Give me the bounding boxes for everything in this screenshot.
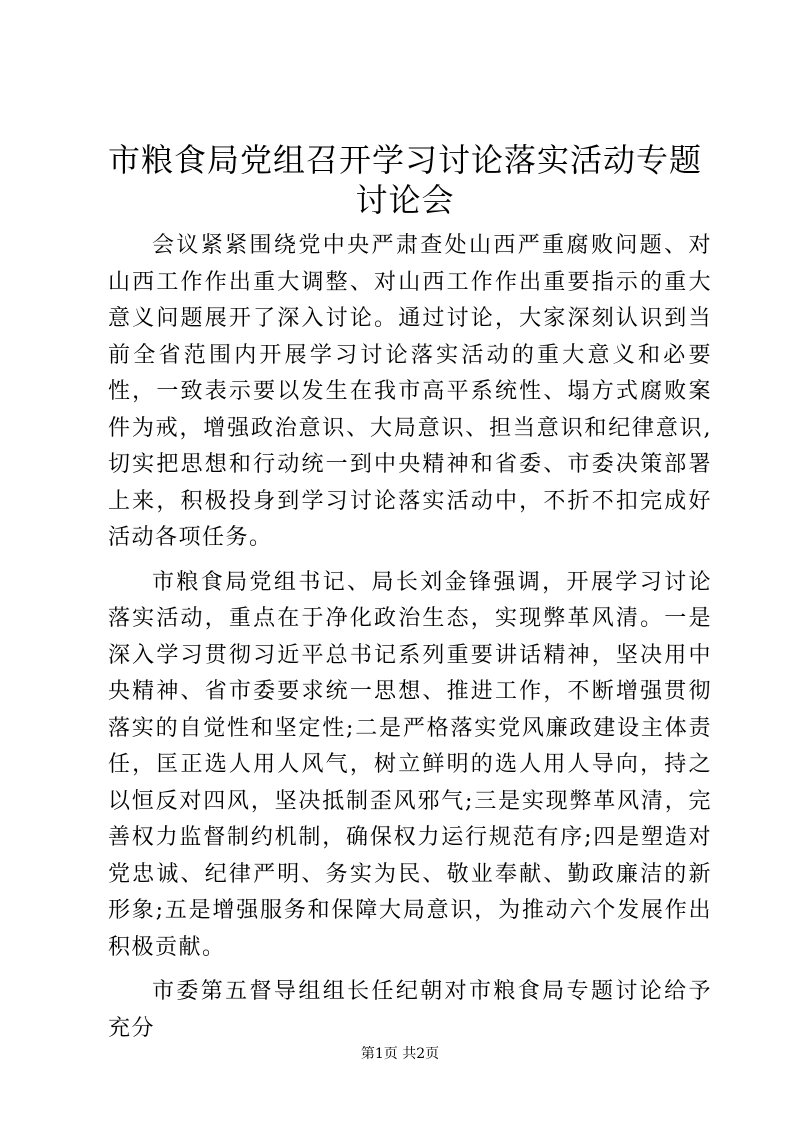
paragraph-1: 会议紧紧围绕党中央严肃查处山西严重腐败问题、对山西工作作出重大调整、对山西工作作出重要指示的重大意义问题展开了深入讨论。通过讨论，大家深刻认识到当前全省范围内开展学习讨论落实活动的重大意义和必要性，一致表示要以发生在我市高平系统性、塌方式腐败案件为戒，增强政治意识、大局意识、担当意识和纪律意识,切实把思想和行动统一到中央精神和省委、市委决策部署上来，积极投身到学习讨论落实活动中，不折不扣完成好活动各项任务。 xyxy=(108,233,712,550)
paragraph-3: 市委第五督导组组长任纪朝对市粮食局专题讨论给予充分 xyxy=(108,979,712,1041)
document-body xyxy=(108,228,712,1055)
paragraph-2: 市粮食局党组书记、局长刘金锋强调，开展学习讨论落实活动，重点在于净化政治生态，实现弊革风清。一是深入学习贯彻习近平总书记系列重要讲话精神，坚决用中央精神、省市委要求统一思想、推进工作，不断增强贯彻落实的自觉性和坚定性;二是严格落实党风廉政建设主体责任，匡正选人用人风气，树立鲜明的选人用人导向，持之以恒反对四风，坚决抵制歪风邪气;三是实现弊革风清，完善权力监督制约机制，确保权力运行规范有序;四是塑造对党忠诚、纪律严明、务实为民、敬业奉献、勤政廉洁的新形象;五是增强服务和保障大局意识，为推动六个发展作出积极贡献。 xyxy=(108,569,712,960)
document-title: 市粮食局党组召开学习讨论落实活动专题讨论会 xyxy=(107,141,702,219)
page-footer: 第1页 共2页 xyxy=(360,1046,440,1062)
